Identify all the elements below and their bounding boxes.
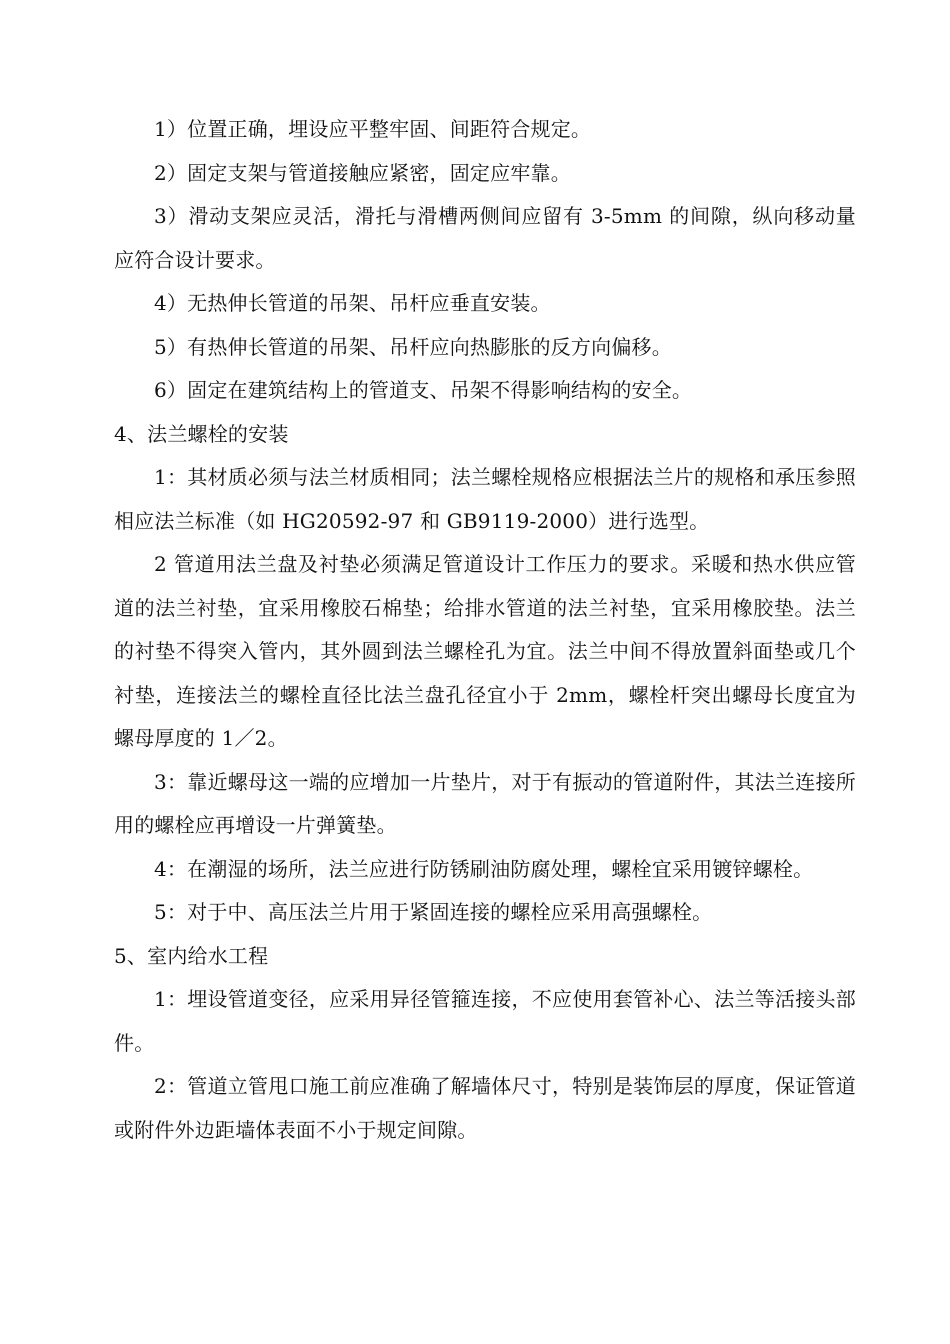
section-heading: 5、室内给水工程 xyxy=(114,943,269,968)
section-heading: 4、法兰螺栓的安装 xyxy=(114,421,289,446)
paragraph: 2：管道立管甩口施工前应准确了解墙体尺寸，特别是装饰层的厚度，保证管道或附件外边距墙体表面不小于规定间隙。 xyxy=(114,1074,856,1142)
paragraph: 1）位置正确，埋设应平整牢固、间距符合规定。 xyxy=(154,117,592,141)
paragraph: 4：在潮湿的场所，法兰应进行防锈刷油防腐处理，螺栓宜采用镀锌螺栓。 xyxy=(154,856,814,881)
paragraph: 1：其材质必须与法兰材质相同；法兰螺栓规格应根据法兰片的规格和承压参照相应法兰标准（如 HG20592-97 和 GB9119-2000）进行选型。 xyxy=(114,465,856,533)
paragraph: 1：埋设管道变径，应采用异径管箍连接，不应使用套管补心、法兰等活接头部件。 xyxy=(114,987,856,1055)
paragraph: 4）无热伸长管道的吊架、吊杆应垂直安装。 xyxy=(154,291,551,315)
paragraph: 3：靠近螺母这一端的应增加一片垫片，对于有振动的管道附件，其法兰连接所用的螺栓应再增设一片弹簧垫。 xyxy=(114,769,856,837)
paragraph: 5）有热伸长管道的吊架、吊杆应向热膨胀的反方向偏移。 xyxy=(154,334,672,359)
paragraph: 3）滑动支架应灵活，滑托与滑槽两侧间应留有 3-5mm 的间隙，纵向移动量应符合设计要求。 xyxy=(114,204,856,272)
paragraph: 5：对于中、高压法兰片用于紧固连接的螺栓应采用高强螺栓。 xyxy=(154,900,713,924)
document-body xyxy=(114,108,856,1152)
paragraph: 2 管道用法兰盘及衬垫必须满足管道设计工作压力的要求。采暖和热水供应管道的法兰衬垫，宜采用橡胶石棉垫；给排水管道的法兰衬垫，宜采用橡胶垫。法兰的衬垫不得突入管内，其外圆到法兰螺栓孔为宜。法兰中间不得放置斜面垫或几个衬垫，连接法兰的螺栓直径比法兰盘孔径宜小于 2mm，螺栓杆突出螺母长度宜为螺母厚度的 1／2。 xyxy=(114,552,856,750)
paragraph: 6）固定在建筑结构上的管道支、吊架不得影响结构的安全。 xyxy=(154,378,693,402)
paragraph: 2）固定支架与管道接触应紧密，固定应牢靠。 xyxy=(154,160,571,185)
